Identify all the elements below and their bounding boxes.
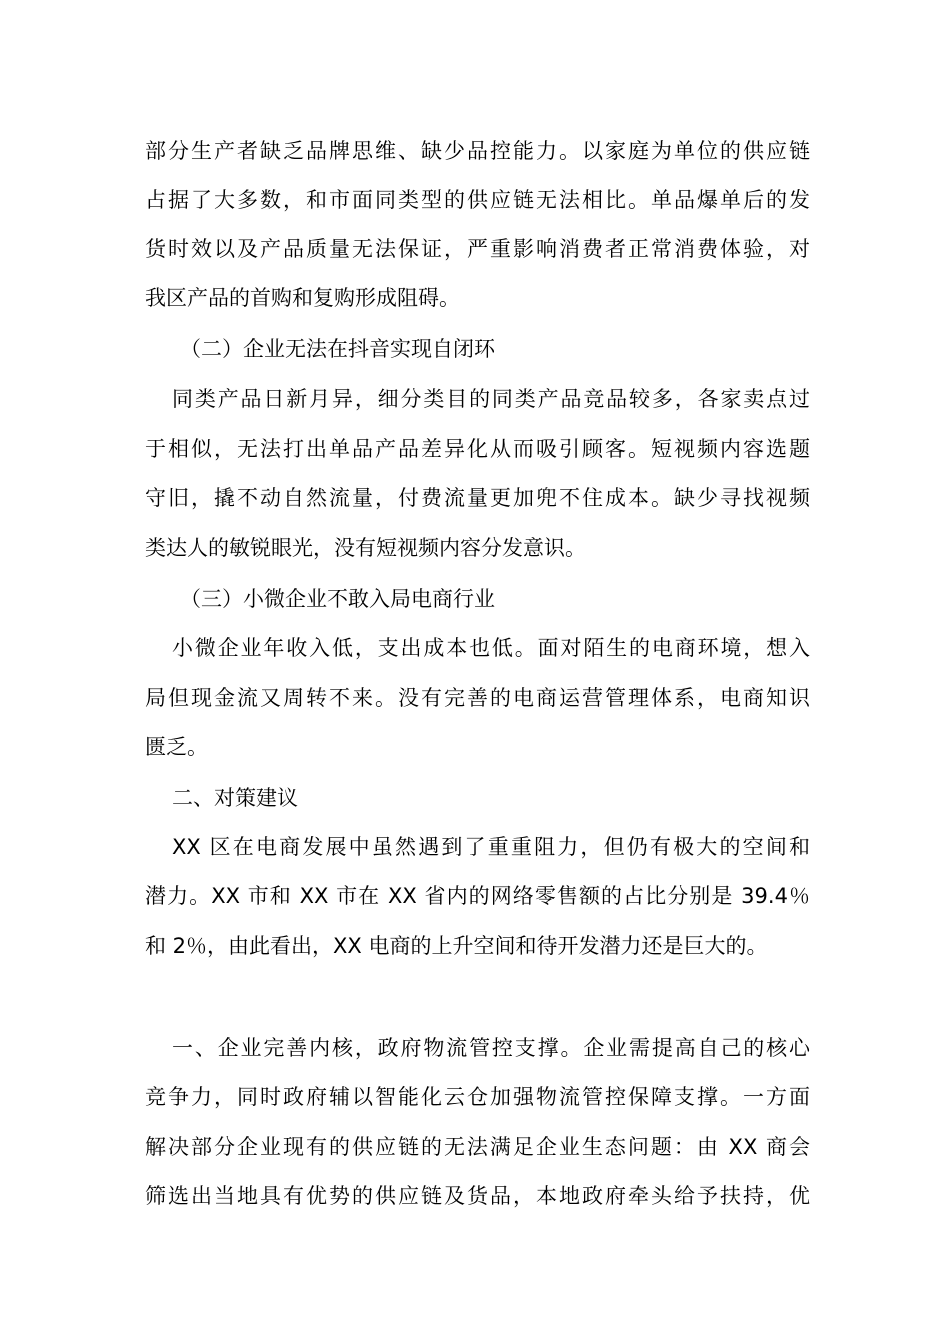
paragraph-line: 部分生产者缺乏品牌思维、缺少品控能力。以家庭为单位的供应链 [145,139,810,163]
paragraph-line: 竞争力，同时政府辅以智能化云仓加强物流管控保障支撑。一方面 [145,1085,810,1109]
paragraph-line: 守旧，撬不动自然流量，付费流量更加兜不住成本。缺少寻找视频 [145,486,810,510]
section-title: 二、对策建议 [172,786,298,810]
paragraph-line: 筛选出当地具有优势的供应链及货品，本地政府牵头给予扶持，优 [145,1184,810,1208]
paragraph-line: 解决部分企业现有的供应链的无法满足企业生态问题：由 XX 商会 [145,1135,810,1159]
paragraph-line: 于相似，无法打出单品产品差异化从而吸引顾客。短视频内容选题 [145,437,810,461]
paragraph-line: 占据了大多数，和市面同类型的供应链无法相比。单品爆单后的发 [145,188,810,212]
paragraph-line: 和 2％，由此看出，XX 电商的上升空间和待开发潜力还是巨大的。 [145,934,768,958]
paragraph-line: 潜力。XX 市和 XX 市在 XX 省内的网络零售额的占比分别是 39.4％ [145,884,810,908]
paragraph-line: 匮乏。 [145,735,208,759]
paragraph-line: 类达人的敏锐眼光，没有短视频内容分发意识。 [145,536,586,560]
paragraph-line: 同类产品日新月异，细分类目的同类产品竞品较多，各家卖点过 [172,387,810,411]
paragraph-line: 局但现金流又周转不来。没有完善的电商运营管理体系，电商知识 [145,686,810,710]
paragraph-line: 一、企业完善内核，政府物流管控支撑。企业需提高自己的核心 [172,1036,810,1060]
paragraph-line: 小微企业年收入低，支出成本也低。面对陌生的电商环境，想入 [172,636,810,660]
paragraph-line: 我区产品的首购和复购形成阻碍。 [145,286,460,310]
paragraph-line: 货时效以及产品质量无法保证，严重影响消费者正常消费体验，对 [145,237,810,261]
paragraph-line: XX 区在电商发展中虽然遇到了重重阻力，但仍有极大的空间和 [172,835,810,859]
subheading: （二）企业无法在抖音实现自闭环 [180,337,495,361]
subheading: （三）小微企业不敢入局电商行业 [180,587,495,611]
